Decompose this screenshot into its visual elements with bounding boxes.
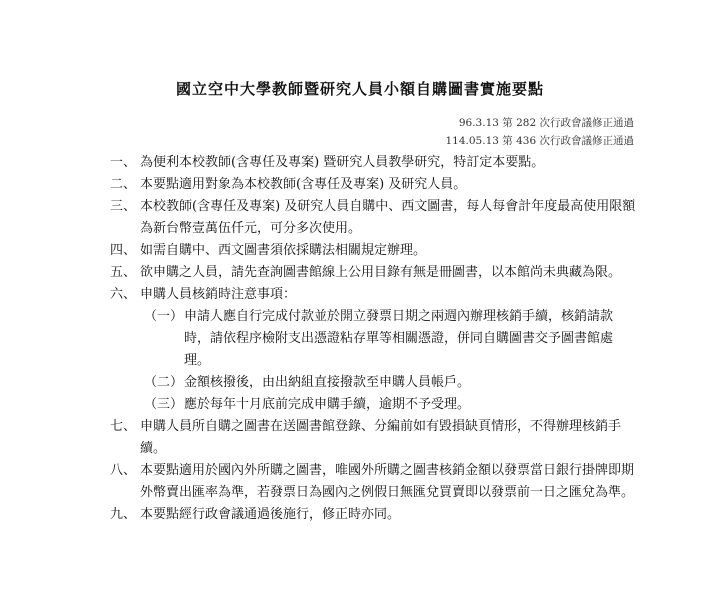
- article-text: 本要點經行政會議通過後施行，修正時亦同。: [140, 507, 401, 522]
- article-number: 三、: [110, 199, 137, 214]
- article-text: 欲申購之人員，請先查詢圖書館線上公用目錄有無是冊圖書，以本館尚未典藏為限。: [140, 265, 622, 280]
- article-9: [110, 504, 638, 526]
- amendment-note-2: 114.05.13 第 436 次行政會議修正通過: [445, 135, 634, 147]
- article-number: 七、: [110, 419, 137, 434]
- article-3: [110, 196, 638, 240]
- article-text: 為便利本校教師(含專任及專案) 暨研究人員教學研究，特訂定本要點。: [140, 155, 545, 170]
- subitem-number: （一）: [144, 309, 184, 324]
- article-number: 九、: [110, 507, 137, 522]
- article-number: 五、: [110, 265, 137, 280]
- subitem-number: （三）: [144, 397, 184, 412]
- article-number: 六、: [110, 287, 137, 302]
- article-6-sub-2: [110, 372, 638, 394]
- article-number: 一、: [110, 155, 137, 170]
- amendment-note-1: 96.3.13 第 282 次行政會議修正通過: [458, 117, 634, 129]
- article-6-sub-1: [110, 306, 638, 372]
- article-number: 二、: [110, 177, 137, 192]
- article-2: [110, 174, 638, 196]
- subitem-text: 申請人應自行完成付款並於開立發票日期之兩週內辦理核銷手續，核銷請款時，請依程序檢附支出憑證粘存單等相關憑證，併同自購圖書交予圖書館處理。: [184, 309, 614, 368]
- article-7: [110, 416, 638, 460]
- subitem-text: 金額核撥後，由出納組直接撥款至申購人員帳戶。: [184, 375, 471, 390]
- article-text: 申購人員所自購之圖書在送圖書館登錄、分編前如有毀損缺頁情形，不得辦理核銷手續。: [140, 419, 622, 456]
- article-text: 本要點適用對象為本校教師(含專任及專案) 及研究人員。: [140, 177, 467, 192]
- subitem-number: （二）: [144, 375, 184, 390]
- document-title: 國立空中大學教師暨研究人員小額自購圖書實施要點: [175, 80, 544, 98]
- article-5: [110, 262, 638, 284]
- article-6: [110, 284, 638, 306]
- article-number: 八、: [110, 463, 137, 478]
- article-text: 本校教師(含專任及專案) 及研究人員自購中、西文圖書，每人每會計年度最高使用限額為新台幣壹萬伍仟元，可分多次使用。: [140, 199, 636, 236]
- article-number: 四、: [110, 243, 137, 258]
- article-4: [110, 240, 638, 262]
- article-text: 如需自購中、西文圖書須依採購法相關規定辦理。: [140, 243, 427, 258]
- article-text: 本要點適用於國內外所購之圖書，唯國外所購之圖書核銷金額以發票當日銀行掛牌即期外幣賣出匯率為準，若發票日為國內之例假日無匯兌買賣即以發票前一日之匯兌為準。: [140, 463, 635, 500]
- article-text: 申購人員核銷時注意事項：: [140, 287, 297, 302]
- regulation-body: [110, 152, 638, 526]
- article-1: [110, 152, 638, 174]
- article-6-sub-3: [110, 394, 638, 416]
- article-8: [110, 460, 638, 504]
- subitem-text: 應於每年十月底前完成申購手續，逾期不予受理。: [184, 397, 471, 412]
